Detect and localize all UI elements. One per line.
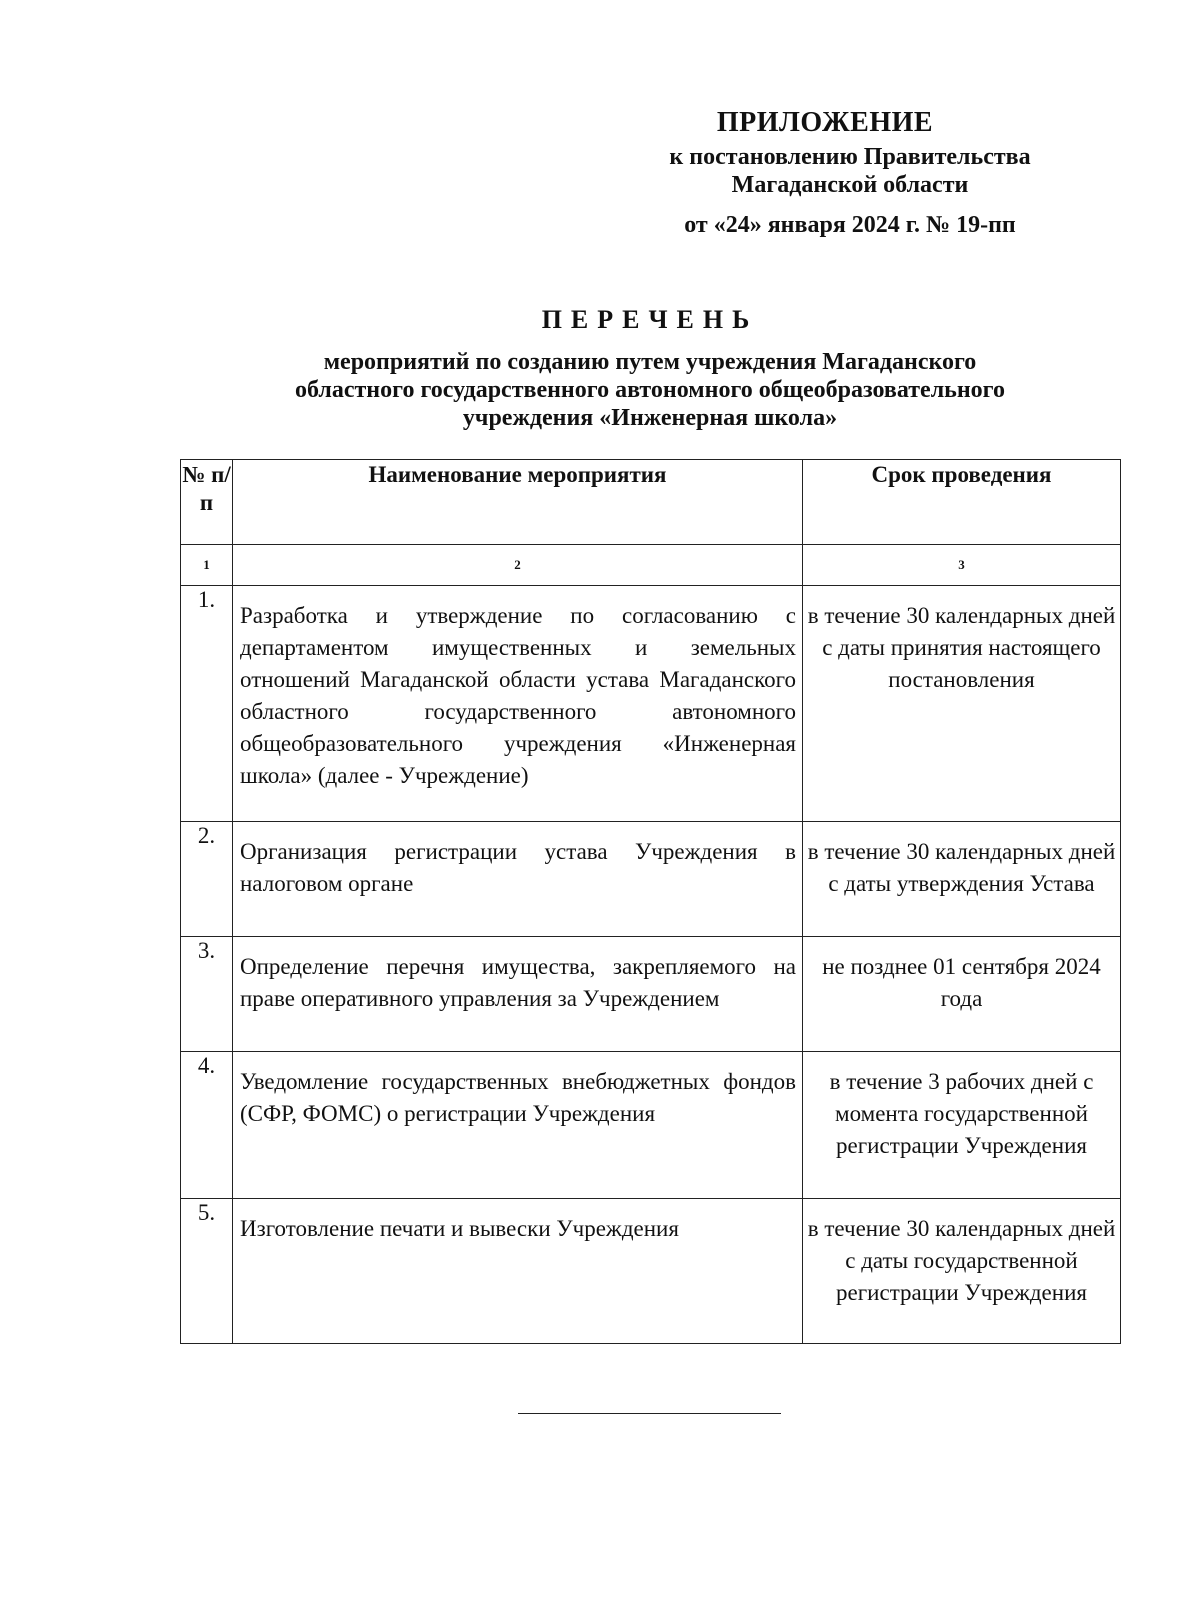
column-index-row	[181, 545, 1121, 586]
header-num: № п/п	[181, 460, 233, 545]
closing-rule-divider	[518, 1413, 781, 1414]
row-event-name: Уведомление государственных внебюджетных фондов (СФР, ФОМС) о регистрации Учреждения	[233, 1052, 803, 1199]
row-number: 3.	[181, 937, 233, 1052]
row-number: 1.	[181, 586, 233, 822]
row-event-term: в течение 30 календарных дней с даты государственной регистрации Учреждения	[803, 1199, 1121, 1344]
events-table	[180, 459, 1121, 1344]
row-event-name: Разработка и утверждение по согласованию с департаментом имущественных и земельных отношений Магаданской области устава Магаданского областного государственного автономного общеобразовательного учреждения «Инженерная школа» (далее - Учреждение)	[233, 586, 803, 822]
title-line-1: мероприятий по созданию путем учреждения Магаданского	[323, 349, 977, 375]
title-word: ПЕРЕЧЕНЬ	[541, 305, 759, 334]
appendix-line-2: Магаданской области	[731, 172, 969, 198]
document-title	[180, 302, 1120, 432]
title-line-2: областного государственного автономного общеобразовательного	[295, 377, 1005, 403]
row-event-term: в течение 30 календарных дней с даты утверждения Устава	[803, 822, 1121, 937]
header-term: Срок проведения	[803, 460, 1121, 545]
title-line-3: учреждения «Инженерная школа»	[462, 405, 838, 431]
appendix-date: от «24» января 2024 г. № 19-пп	[684, 212, 1016, 238]
row-event-term: в течение 30 календарных дней с даты принятия настоящего постановления	[803, 586, 1121, 822]
appendix-block	[600, 103, 1100, 239]
column-index-2: 2	[233, 545, 803, 586]
column-index-1: 1	[181, 545, 233, 586]
table-row	[181, 937, 1121, 1052]
row-event-name: Изготовление печати и вывески Учреждения	[233, 1199, 803, 1344]
row-event-name: Определение перечня имущества, закрепляемого на праве оперативного управления за Учреждением	[233, 937, 803, 1052]
table-row	[181, 1199, 1121, 1344]
table-header-row	[181, 460, 1121, 545]
row-number: 4.	[181, 1052, 233, 1199]
row-number: 5.	[181, 1199, 233, 1344]
row-event-name: Организация регистрации устава Учреждения в налоговом органе	[233, 822, 803, 937]
column-index-3: 3	[803, 545, 1121, 586]
row-number: 2.	[181, 822, 233, 937]
appendix-line-1: к постановлению Правительства	[669, 144, 1031, 170]
title-subtitle	[180, 348, 1120, 432]
row-event-term: в течение 3 рабочих дней с момента государственной регистрации Учреждения	[803, 1052, 1121, 1199]
header-name: Наименование мероприятия	[233, 460, 803, 545]
table-row	[181, 1052, 1121, 1199]
table-row	[181, 822, 1121, 937]
table-row	[181, 586, 1121, 822]
row-event-term: не позднее 01 сентября 2024 года	[803, 937, 1121, 1052]
appendix-heading: ПРИЛОЖЕНИЕ	[716, 107, 934, 138]
